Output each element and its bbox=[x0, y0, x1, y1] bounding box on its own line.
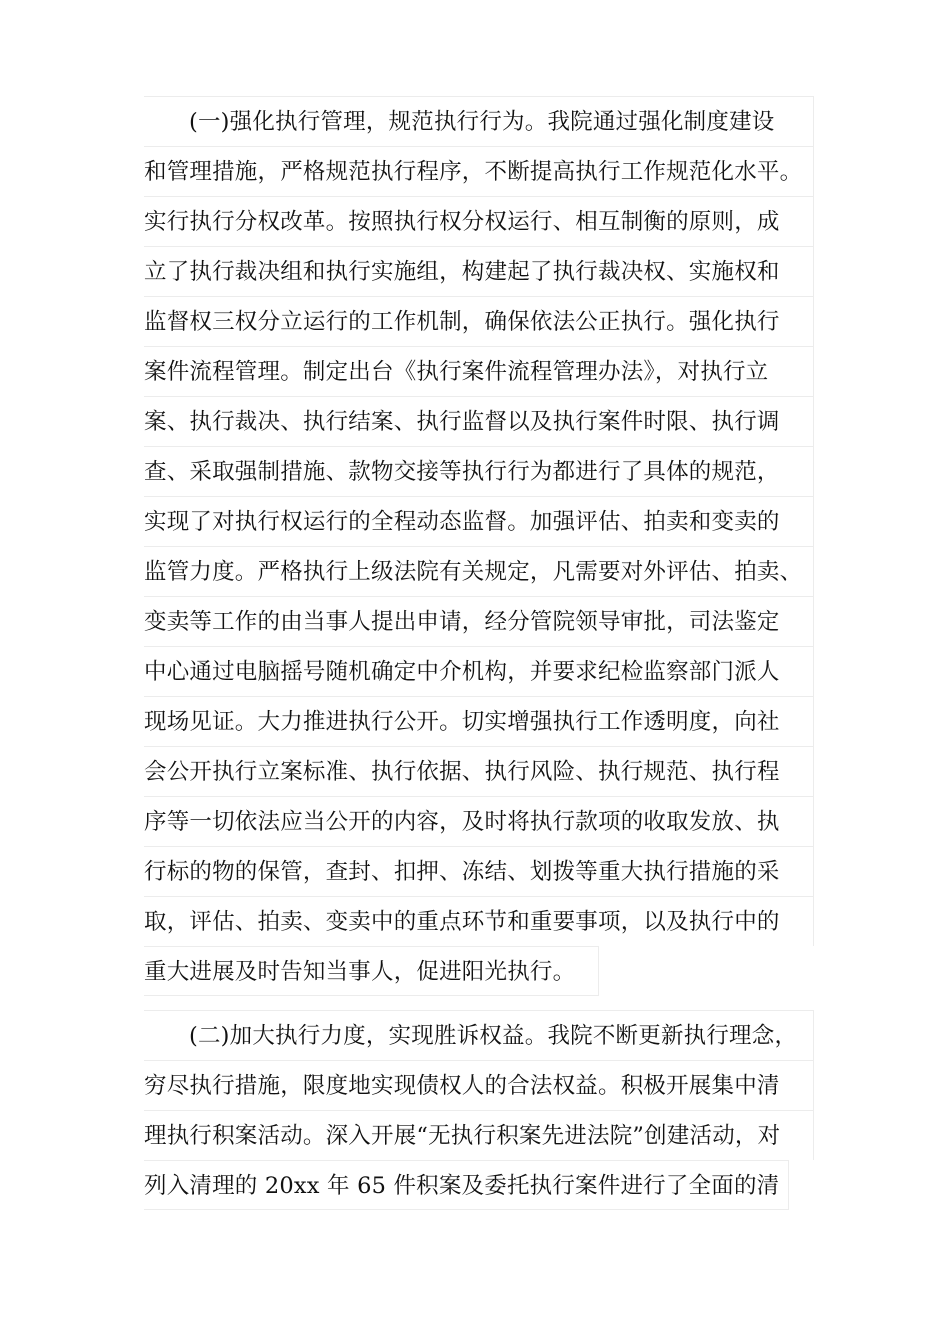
text-line: 序等一切依法应当公开的内容，及时将执行款项的收取发放、执 bbox=[144, 796, 814, 846]
text-line: 实行执行分权改革。按照执行权分权运行、相互制衡的原则，成 bbox=[144, 196, 814, 246]
text-line: 现场见证。大力推进执行公开。切实增强执行工作透明度，向社 bbox=[144, 696, 814, 746]
text-line: 理执行积案活动。深入开展“无执行积案先进法院”创建活动，对 bbox=[144, 1110, 814, 1160]
paragraph-1 bbox=[144, 96, 814, 996]
text-line: 监督权三权分立运行的工作机制，确保依法公正执行。强化执行 bbox=[144, 296, 814, 346]
text-line: 穷尽执行措施，限度地实现债权人的合法权益。积极开展集中清 bbox=[144, 1060, 814, 1110]
text-line: 行标的物的保管，查封、扣押、冻结、划拨等重大执行措施的采 bbox=[144, 846, 814, 896]
text-line: (一)强化执行管理，规范执行行为。我院通过强化制度建设 bbox=[144, 96, 814, 146]
text-line: (二)加大执行力度，实现胜诉权益。我院不断更新执行理念， bbox=[144, 1010, 814, 1060]
paragraph-2 bbox=[144, 1010, 814, 1210]
text-line: 案、执行裁决、执行结案、执行监督以及执行案件时限、执行调 bbox=[144, 396, 814, 446]
text-line: 重大进展及时告知当事人，促进阳光执行。 bbox=[144, 946, 599, 996]
text-line: 列入清理的 20xx 年 65 件积案及委托执行案件进行了全面的清 bbox=[144, 1160, 789, 1210]
text-line: 查、采取强制措施、款物交接等执行行为都进行了具体的规范， bbox=[144, 446, 814, 496]
text-line: 立了执行裁决组和执行实施组，构建起了执行裁决权、实施权和 bbox=[144, 246, 814, 296]
text-line: 取，评估、拍卖、变卖中的重点环节和重要事项，以及执行中的 bbox=[144, 896, 814, 946]
text-line: 中心通过电脑摇号随机确定中介机构，并要求纪检监察部门派人 bbox=[144, 646, 814, 696]
text-line: 和管理措施，严格规范执行程序，不断提高执行工作规范化水平。 bbox=[144, 146, 814, 196]
text-line: 监管力度。严格执行上级法院有关规定，凡需要对外评估、拍卖、 bbox=[144, 546, 814, 596]
text-line: 变卖等工作的由当事人提出申请，经分管院领导审批，司法鉴定 bbox=[144, 596, 814, 646]
text-line: 会公开执行立案标准、执行依据、执行风险、执行规范、执行程 bbox=[144, 746, 814, 796]
text-line: 案件流程管理。制定出台《执行案件流程管理办法》，对执行立 bbox=[144, 346, 814, 396]
text-line: 实现了对执行权运行的全程动态监督。加强评估、拍卖和变卖的 bbox=[144, 496, 814, 546]
